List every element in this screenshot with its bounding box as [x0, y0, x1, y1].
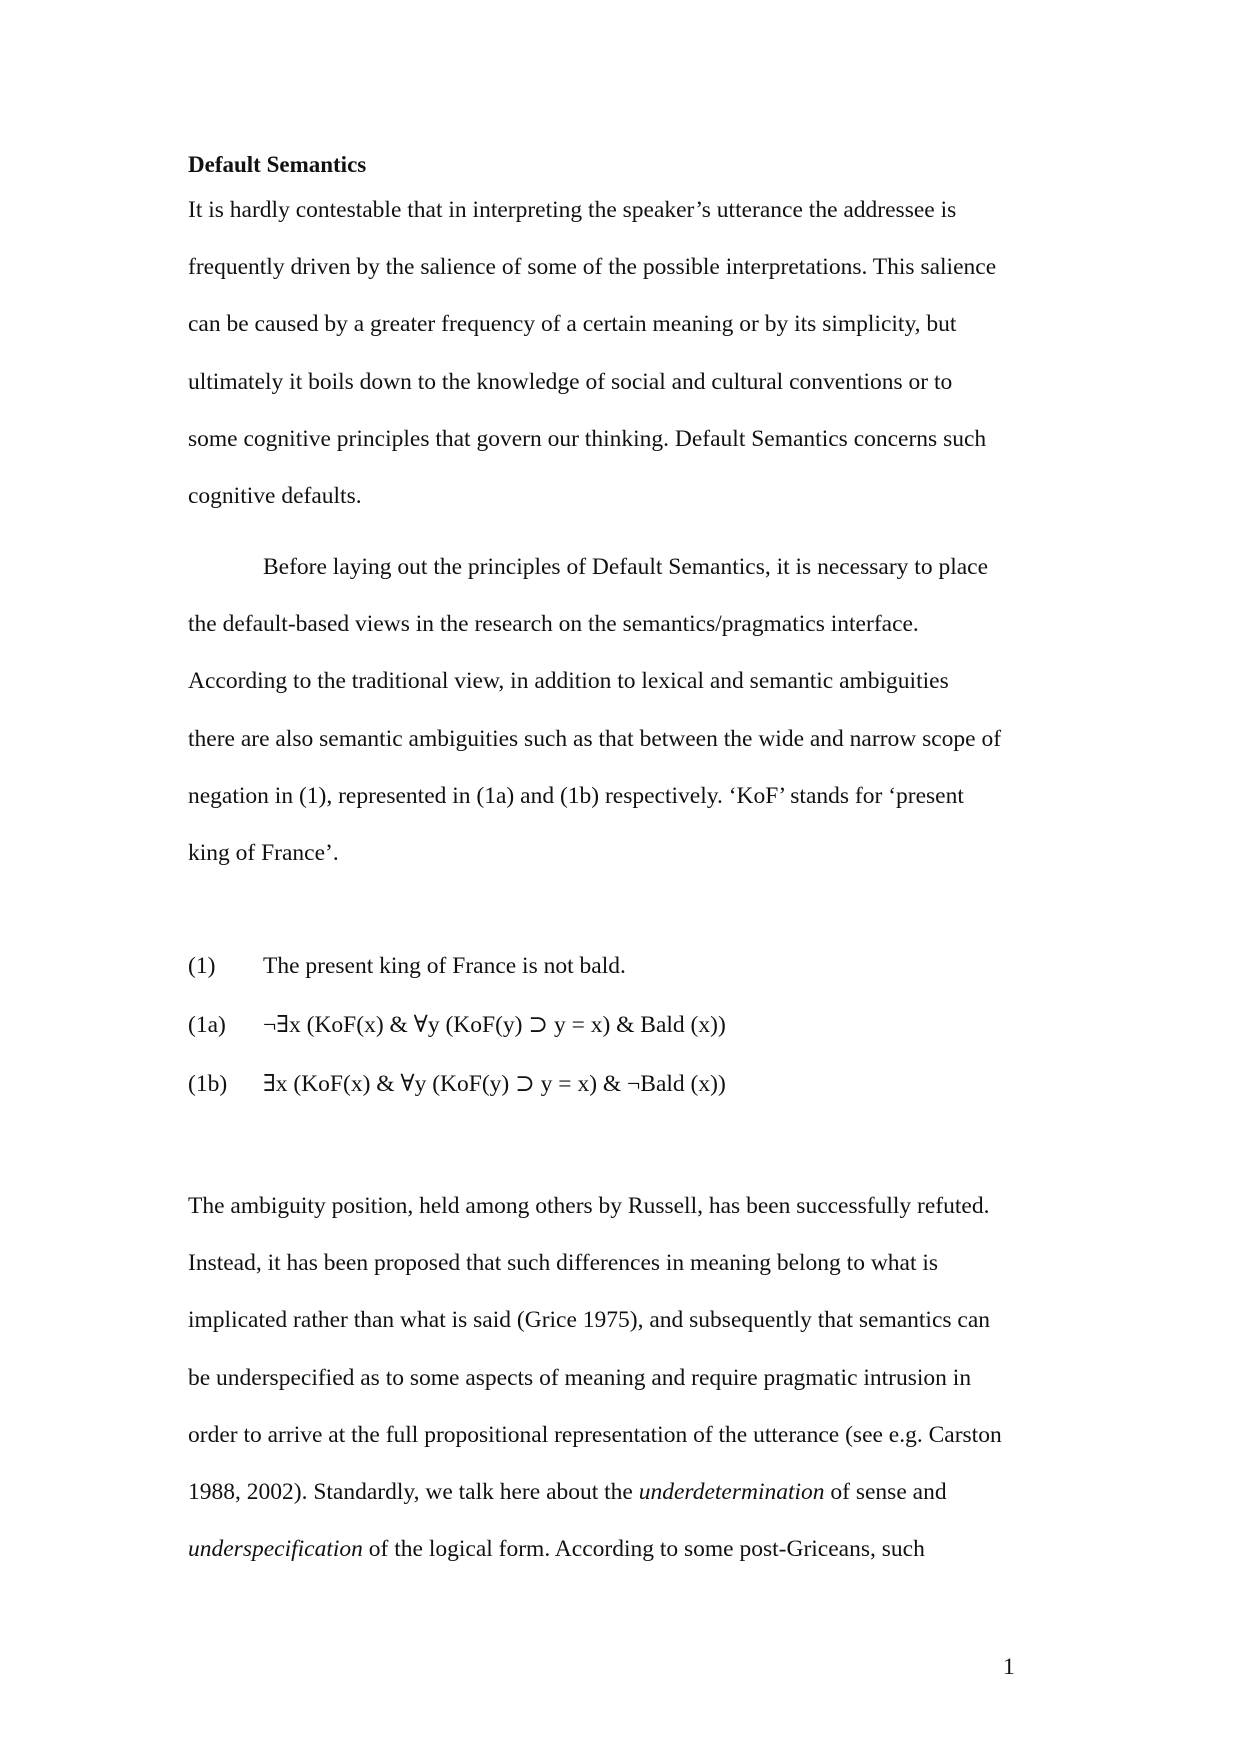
text-line: According to the traditional view, in addition to lexical and semantic ambiguities: [188, 668, 949, 695]
text-line: can be caused by a greater frequency of a certain meaning or by its simplicity, but: [188, 311, 957, 338]
text-line: king of France’.: [188, 840, 339, 867]
text-line: The ambiguity position, held among others by Russell, has been successfully refuted.: [188, 1193, 990, 1219]
italic-term: underdetermination: [638, 1479, 825, 1506]
text-line: negation in (1), represented in (1a) and (1b) respectively. ‘KoF’ stands for ‘present: [188, 782, 964, 809]
text-line: Before laying out the principles of Default Semantics, it is necessary to place: [263, 554, 989, 580]
example-formula: ¬∃x (KoF(x) & ∀y (KoF(y) ⊃ y = x) & Bald (x)): [263, 1012, 726, 1038]
text-line: Instead, it has been proposed that such differences in meaning belong to what is: [188, 1250, 939, 1277]
page-number: 1: [1003, 1654, 1015, 1680]
line-text: 1988, 2002). Standardly, we talk here about the: [188, 1479, 639, 1506]
text-line: implicated rather than what is said (Grice 1975), and subsequently that semantics can: [188, 1307, 991, 1334]
paragraph-3: [188, 1178, 1060, 1578]
line-text: of the logical form. According to some post-Griceans, such: [362, 1536, 925, 1563]
text-line: order to arrive at the full propositional representation of the utterance (see e.g. Carston: [188, 1421, 1002, 1448]
example-1: [188, 951, 626, 981]
example-1a: [188, 1010, 726, 1040]
text-line: some cognitive principles that govern our thinking. Default Semantics concerns such: [188, 425, 987, 452]
section-heading: Default Semantics: [188, 152, 367, 177]
italic-term: underspecification: [188, 1536, 363, 1563]
text-line: [188, 1464, 1060, 1521]
text-line: cognitive defaults.: [188, 483, 362, 510]
example-number: (1b): [188, 1071, 228, 1097]
paragraph-1: [188, 182, 1060, 525]
example-1b: [188, 1069, 726, 1099]
example-number: (1): [188, 953, 216, 979]
line-text: of sense and: [824, 1479, 947, 1506]
paragraph-2: [188, 539, 1060, 882]
text-line: ultimately it boils down to the knowledge of social and cultural conventions or to: [188, 368, 953, 395]
text-line: frequently driven by the salience of some of the possible interpretations. This salience: [188, 254, 997, 281]
example-text: The present king of France is not bald.: [263, 953, 626, 979]
text-line: the default-based views in the research on the semantics/pragmatics interface.: [188, 611, 919, 638]
text-line: [188, 1521, 1060, 1578]
example-formula: ∃x (KoF(x) & ∀y (KoF(y) ⊃ y = x) & ¬Bald (x)): [263, 1071, 726, 1097]
text-line: be underspecified as to some aspects of meaning and require pragmatic intrusion in: [188, 1364, 972, 1391]
example-number: (1a): [188, 1012, 226, 1038]
text-line: It is hardly contestable that in interpreting the speaker’s utterance the addressee is: [188, 197, 957, 223]
text-line: there are also semantic ambiguities such as that between the wide and narrow scope of: [188, 725, 1002, 752]
